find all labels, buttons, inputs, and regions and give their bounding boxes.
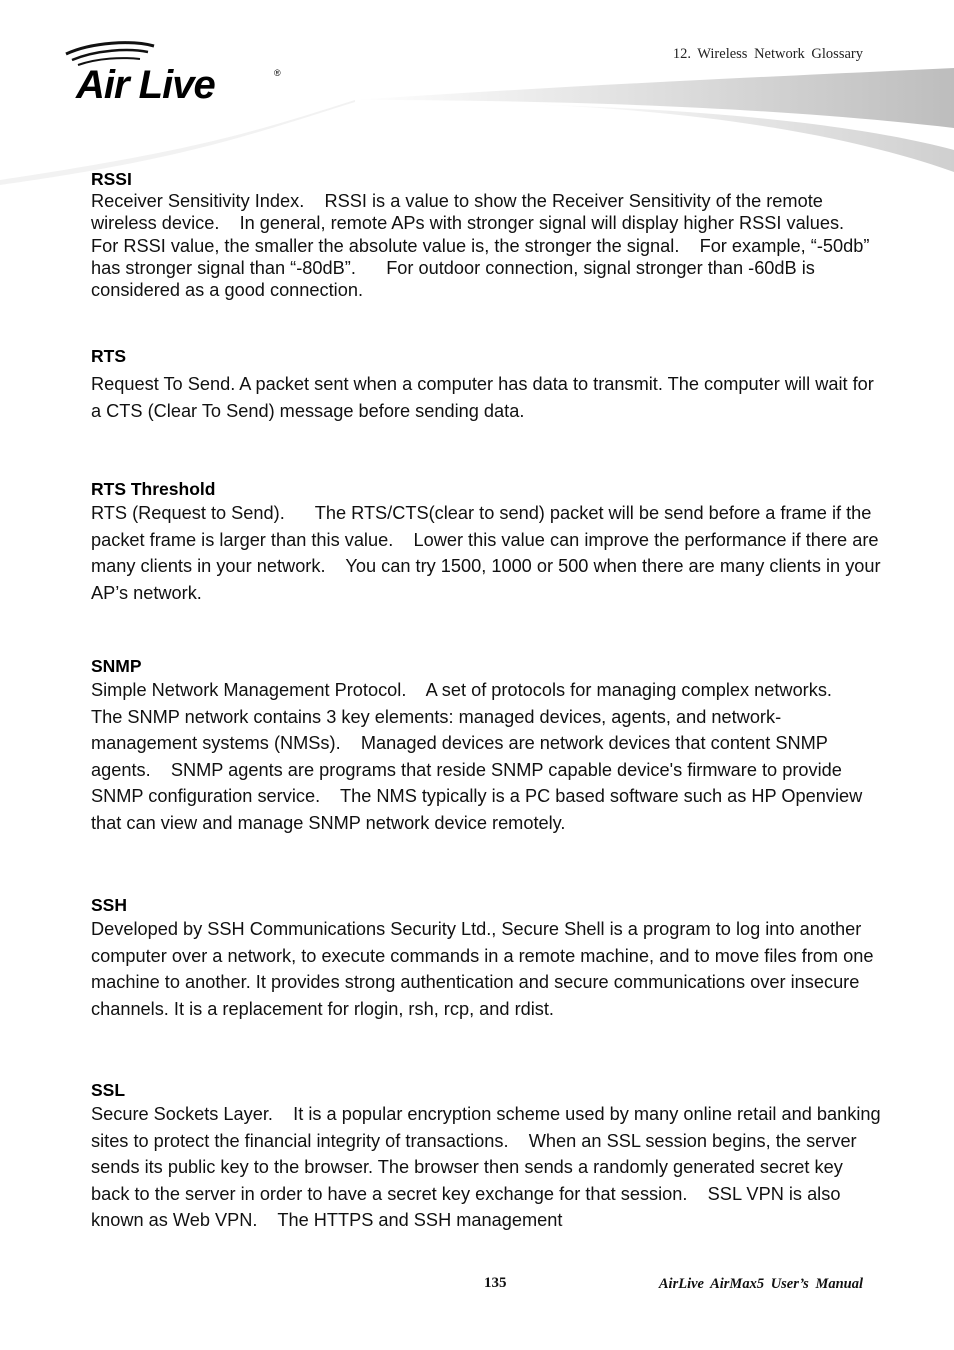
term-definition: Developed by SSH Communications Security Ltd., Secure Shell is a program to log into another computer over a network, to execute commands in a remote machine, and to move files from one machine to another. It provides strong authentication and secure communications over insecure channels. It is a replacement for rlogin, rsh, rcp, and rdist.	[91, 919, 879, 1019]
svg-text:®: ®	[274, 68, 281, 78]
glossary-entry-rts	[91, 345, 881, 424]
airlive-logo	[62, 40, 292, 110]
glossary-entry-rssi	[91, 168, 881, 301]
logo-text: Air Live	[76, 63, 215, 107]
glossary-entry-ssh	[91, 894, 881, 1022]
term-definition: Receiver Sensitivity Index. RSSI is a value to show the Receiver Sensitivity of the remote wireless device. In general, remote APs with stronger signal will display higher RSSI values. For RSSI value, the smaller the absolute value is, the stronger the signal. For example, “-50db” has stronger signal than “-80dB”. For outdoor connection, signal stronger than -60dB is considered as a good connection.	[91, 191, 875, 301]
term-definition: Simple Network Management Protocol. A set of protocols for managing complex networks. The SNMP network contains 3 key elements: managed devices, agents, and network-management systems (NMSs). Managed devices are network devices that content SNMP agents. SNMP agents are programs that reside SNMP capable device's firmware to provide SNMP configuration service. The NMS typically is a PC based software such as HP Openview that can view and manage SNMP network device remotely.	[91, 680, 868, 833]
page-number: 135	[484, 1275, 507, 1291]
term-title: SSL	[91, 1080, 126, 1100]
glossary-entry-ssl	[91, 1079, 886, 1234]
glossary-entry-rts-threshold	[91, 478, 885, 606]
term-definition: Request To Send. A packet sent when a computer has data to transmit. The computer will wait for a CTS (Clear To Send) message before sending data.	[91, 374, 879, 421]
term-definition: Secure Sockets Layer. It is a popular encryption scheme used by many online retail and banking sites to protect the financial integrity of transactions. When an SSL session begins, the server sends its public key to the browser. The browser then sends a randomly generated secret key back to the server in order to have a secret key exchange for that session. SSL VPN is also known as Web VPN. The HTTPS and SSH management	[91, 1104, 886, 1231]
glossary-entry-snmp	[91, 655, 881, 837]
term-title: RTS	[91, 346, 126, 366]
term-title: RSSI	[91, 169, 132, 189]
term-definition: RTS (Request to Send). The RTS/CTS(clear to send) packet will be send before a frame if the packet frame is larger than this value. Lower this value can improve the performance if there are many clients in your network. You can try 1500, 1000 or 500 when there are many clients in your AP’s network.	[91, 503, 885, 603]
section-header: 12. Wireless Network Glossary	[672, 46, 863, 62]
term-title: SNMP	[91, 656, 142, 676]
term-title: SSH	[91, 895, 127, 915]
manual-title: AirLive AirMax5 User’s Manual	[658, 1276, 863, 1292]
term-title: RTS Threshold	[91, 479, 216, 499]
